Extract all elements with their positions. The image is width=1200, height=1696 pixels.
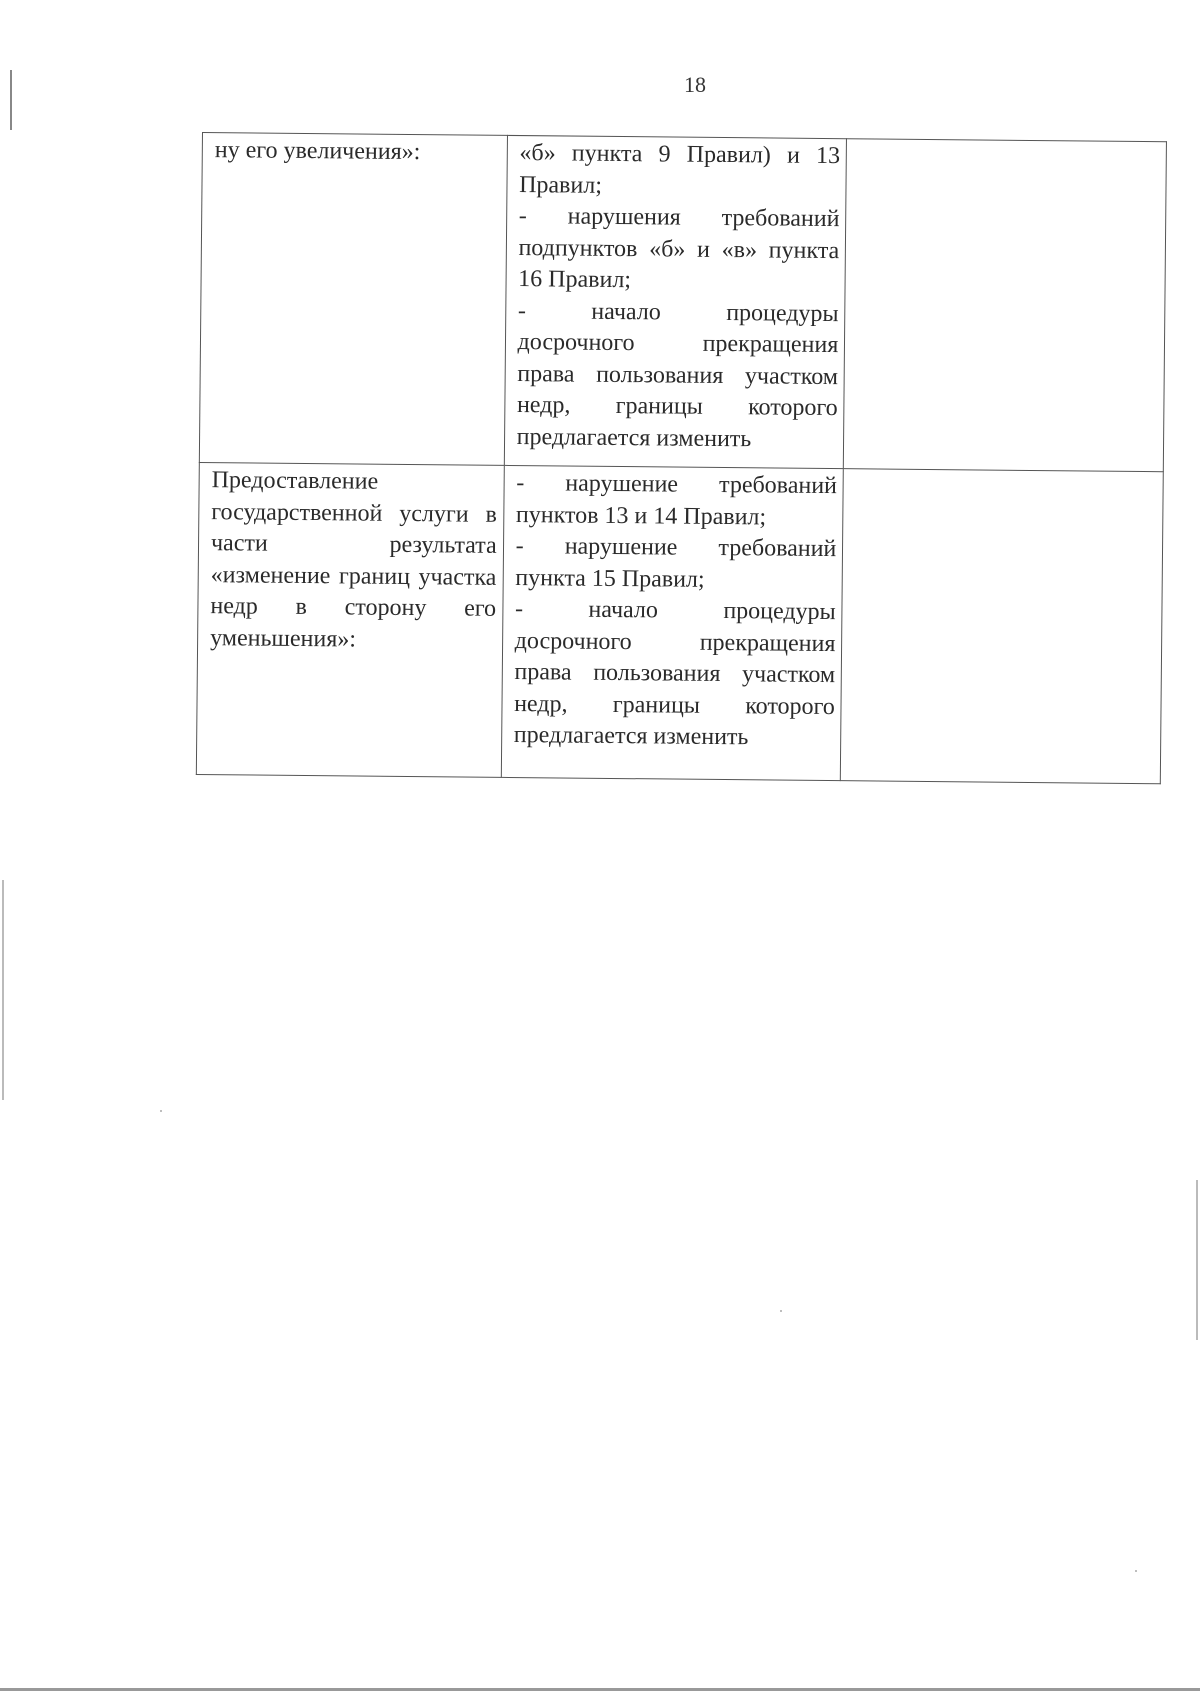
page-number: 18 <box>684 72 706 97</box>
cell-text: - нарушение требований пункта 15 Правил; <box>515 533 837 593</box>
table-cell-grounds <box>501 465 844 780</box>
cell-text: ну его увеличения»: <box>214 137 421 166</box>
scan-edge-right <box>1196 1180 1198 1340</box>
scan-speck <box>160 1110 162 1112</box>
cell-text: - начало процедуры досрочного прекращения права пользования участком недр, границы которого предлагается изменить <box>516 297 839 452</box>
table-row <box>196 462 1163 783</box>
table-cell-empty <box>841 469 1164 784</box>
grounds-table <box>196 132 1167 784</box>
cell-text: «б» пункта 9 Правил) и 13 Правил; <box>519 140 841 199</box>
table-cell-grounds <box>504 135 847 468</box>
table-cell-service <box>199 133 507 466</box>
scan-edge-left-mid <box>2 880 4 1100</box>
table-cell-empty <box>844 139 1167 472</box>
table-cell-service <box>196 462 504 777</box>
cell-text: - нарушения требований подпунктов «б» и «в» пункта 16 Правил; <box>518 203 840 294</box>
cell-text: Предоставление государственной услуги в части результата «изменение границ участка недр в сторону его уменьшения»: <box>210 467 498 653</box>
cell-text: - начало процедуры досрочного прекращения права пользования участком недр, границы которого предлагается изменить <box>513 596 836 751</box>
scan-speck <box>780 1310 782 1312</box>
cell-text: - нарушение требований пунктов 13 и 14 Правил; <box>515 470 838 530</box>
scan-edge-left-top <box>10 70 12 130</box>
scan-edge-bottom <box>0 1688 1200 1691</box>
scan-speck <box>1135 1570 1137 1572</box>
table-row <box>199 133 1166 472</box>
